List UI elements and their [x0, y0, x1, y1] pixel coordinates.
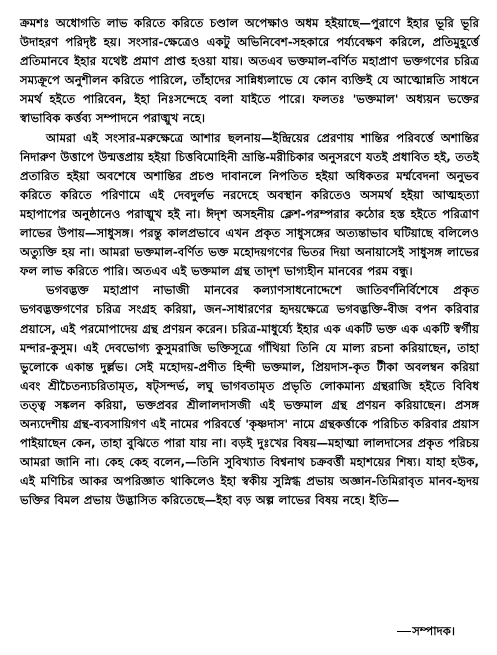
paragraph-1: ক্রমশঃ অধোগতি লাভ করিতে করিতে চণ্ডাল অপেক্ষাও অধম হইয়াছে—পুরাণে ইহার ভূরি ভূরি উদাহরণ পরিদৃষ্ট হয়। সংসার-ক্ষেত্রেও একটু অভিনিবেশ-সহকারে পর্য্যবেক্ষণ করিলে, প্রতিমুহূর্ত্তে প্রতিমানবে ইহার যথেষ্ট প্রমাণ প্রাপ্ত হওয়া যায়। অতএব ভক্তমাল-বর্ণিত মহাপ্রাণ ভক্তগণের চরিত্র সম্যক্রূপে অনুশীলন করিতে পারিলে, তাঁহাদের সান্নিধ্যলাভে যে কোন ব্যক্তিই যে আত্মোন্নতি সাধনে সমর্থ হইতে পারিবেন, ইহা নিঃসন্দেহে বলা যাইতে পারে। ফলতঃ 'ভক্তমাল' অধ্যয়ন ভক্তের স্বাভাবিক কর্ত্তব্য সম্পাদনে পরাঙ্মুখ নহে।	[20, 16, 479, 126]
paragraph-3: ভগবদ্ভক্ত মহাপ্রাণ নাভাজী মানবের কল্যাণসাধনোদ্দেশে জাতিবর্ণনির্বিশেষে প্রকৃত ভগবদ্ভক্তগণের চরিত্র সংগ্রহ করিয়া, জন-সাধারণের হৃদয়ক্ষেত্রে ভগবদ্ভক্তি-বীজ বপন করিবার প্রয়াসে, এই পরমোপাদেয় গ্রন্থ প্রণয়ন করেন। চরিত্র-মাধুর্য্যে ইহার এক একটি ভক্ত এক একটি স্বর্গীয় মন্দার-কুসুম। এই দেবভোগ্য কুসুমরাজি ভক্তিসূত্রে গাঁথিয়া তিনি যে মাল্য রচনা করিয়াছেন, তাহা ভুলোকে একান্ত দুর্ল্লভ। সেই মহোদয়-প্রণীত হিন্দী ভক্তমাল, প্রিয়দাস-কৃত টীকা অবলম্বন করিয়া এবং শ্রীচৈতন্যচরিতামৃত, ষট্সন্দর্ভ, লঘু ভাগবতামৃত প্রভৃতি লোকমান্য গ্রন্থরাজি হইতে বিবিধ তত্ত্ব সঙ্কলন করিয়া, ভক্তপ্রবর শ্রীলালদাসজী এই ভক্তমাল গ্রন্থ প্রণয়ন করিয়াছেন। প্রসঙ্গ অন্যদেশীয় গ্রন্থ-ব্যবসায়িগণ এই নামের পরিবর্ত্তে 'কৃষ্ণদাস' নামে গ্রন্থকর্ত্তাকে পরিচিত করিবার প্রয়াস পাইয়াছেন কেন, তাহা বুঝিতে পারা যায় না। বড়ই দুঃখের বিষয়—মহাত্মা লালদাসের প্রকৃত পরিচয় আমরা জানি না। কেহ কেহ বলেন,—তিনি সুবিখ্যাত বিশ্বনাথ চক্রবর্ত্তী মহাশয়ের শিষ্য। যাহা হউক, এই মণিচির আকর অপরিজ্ঞাত থাকিলেও ইহা স্বকীয় সুস্নিগ্ধ প্রভায় অজ্ঞান-তিমিরাবৃত মানব-হৃদয় ভক্তির বিমল প্রভায় উদ্ভাসিত করিতেছে—ইহা বড় অল্প লাভের বিষয় নহে। ইতি—	[20, 283, 479, 508]
editor-signature	[397, 622, 455, 641]
signature-dash	[397, 631, 411, 632]
signature-text: সম্পাদক।	[412, 624, 455, 638]
paragraph-2: আমরা এই সংসার-মরুক্ষেত্রে আশার ছলনায়—ইন্দ্রিয়ের প্রেরণায় শান্তির পরিবর্ত্তে অশান্তির নিদারুণ উত্তাপে উন্মত্তপ্রায় হইয়া চিত্তবিমোহিনী ভ্রান্তি-মরীচিকার অনুসরণে যতই প্রধাবিত হই, ততই প্রতারিত হইয়া অবশেষে অশান্তির প্রচণ্ড দাবানলে নিপতিত হইয়া অধিকতর মর্ম্মবেদনা অনুভব করিতে করিতে পরিণামে এই দেবদুর্লভ নরদেহে অবস্থান করিতেও অসমর্থ হইয়া আত্মহত্যা মহাপাপের অনুষ্ঠানেও পরাঙ্মুখ হই না। ঈদৃশ অসহনীয় ক্লেশ-পরম্পরার কঠোর হস্ত হইতে পরিত্রাণ লাভের উপায়—সাধুসঙ্গ। পরন্তু কালপ্রভাবে এখন প্রকৃত সাধুসঙ্গের অত্যন্তাভাব ঘটিয়াছে বলিলেও অত্যুক্তি হয় না। আমরা ভক্তমাল-বর্ণিত ভক্ত মহোদয়গণের ভিতর দিয়া অনায়াসেই সাধুসঙ্গ লাভের ফল লাভ করিতে পারি। অতএব এই ভক্তমাল গ্রন্থ তাদৃশ ভাগ্যহীন মানবের পরম বন্ধু।	[20, 130, 479, 279]
